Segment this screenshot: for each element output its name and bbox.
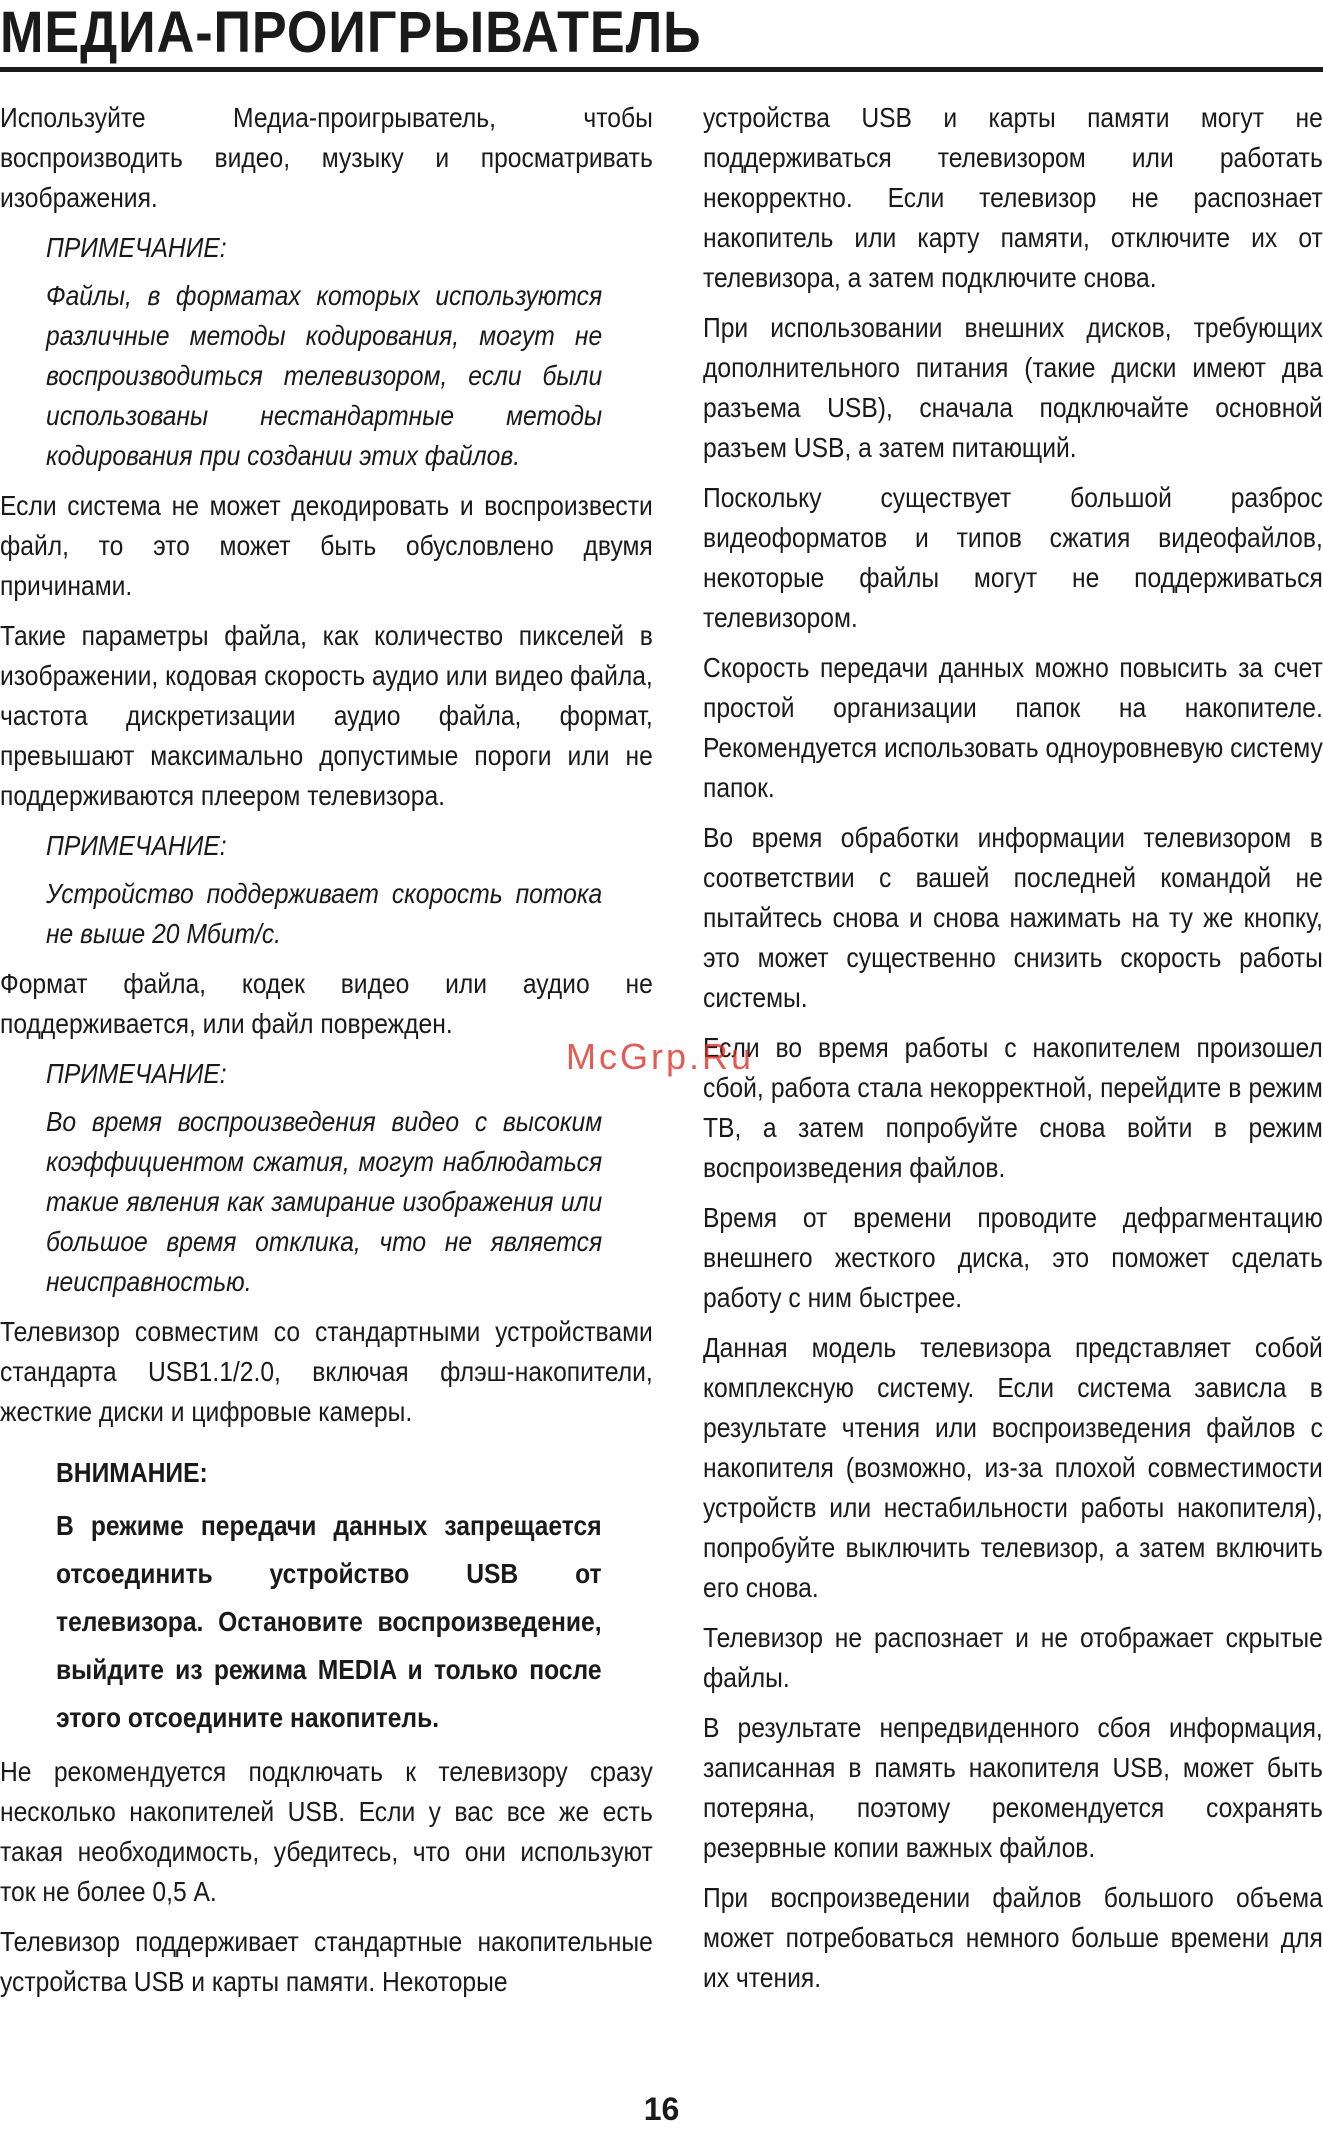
paragraph: Телевизор совместим со стандартными устройствами стандарта USB1.1/2.0, включая флэш-накопители, жесткие диски и цифровые камеры. [0,1316,653,1427]
page-number: 16 [643,2091,680,2127]
note-label: ПРИМЕЧАНИЕ: [46,830,227,861]
paragraph: Телевизор не распознает и не отображает скрытые файлы. [703,1622,1323,1693]
paragraph: устройства USB и карты памяти могут не поддерживаться телевизором или работать некорректно. Если телевизор не распознает накопитель или карту памяти, отключите их от телевизора, а затем подключите снова. [703,102,1323,293]
paragraph: Скорость передачи данных можно повысить за счет простой организации папок на накопителе. Рекомендуется использовать одноуровневую систему папок. [703,652,1323,803]
watermark-text: McGrp.Ru [566,1036,755,1077]
paragraph: Используйте Медиа-проигрыватель, чтобы воспроизводить видео, музыку и просматривать изображения. [0,102,653,213]
paragraph: Данная модель телевизора представляет собой комплексную систему. Если система зависла в результате чтения или воспроизведения файлов с накопителя (возможно, из-за плохой совместимости устройств или нестабильности работы накопителя), попробуйте выключить телевизор, а затем включить его снова. [703,1332,1323,1603]
paragraph: Поскольку существует большой разброс видеоформатов и типов сжатия видеофайлов, некоторые файлы могут не поддерживаться телевизором. [703,482,1323,633]
warning-text: В режиме передачи данных запрещается отсоединить устройство USB от телевизора. Остановите воспроизведение, выйдите из режима MEDIA и только после этого отсоедините накопитель. [56,1510,602,1733]
paragraph: Во время обработки информации телевизором в соответствии с вашей последней командой не пытайтесь снова и снова нажимать на ту же кнопку, это может существенно снизить скорость работы системы. [703,822,1323,1013]
paragraph: В результате непредвиденного сбоя информация, записанная в память накопителя USB, может быть потеряна, поэтому рекомендуется сохранять резервные копии важных файлов. [703,1712,1323,1863]
note-label: ПРИМЕЧАНИЕ: [46,232,227,263]
page-title: МЕДИА-ПРОИГРЫВАТЕЛЬ [0,0,702,65]
warning-title: ВНИМАНИЕ: [56,1457,208,1488]
paragraph: Если во время работы с накопителем произошел сбой, работа стала некорректной, перейдите в режим ТВ, а затем попробуйте снова войти в режим воспроизведения файлов. [703,1032,1323,1183]
paragraph: Если система не может декодировать и воспроизвести файл, то это может быть обусловлено двумя причинами. [0,490,653,601]
paragraph: При воспроизведении файлов большого объема может потребоваться немного больше времени для их чтения. [703,1882,1323,1993]
note-text: Файлы, в форматах которых используются различные методы кодирования, могут не воспроизводиться телевизором, если были использованы нестандартные методы кодирования при создании этих файлов. [46,280,603,471]
note-text: Во время воспроизведения видео с высоким коэффициентом сжатия, могут наблюдаться такие явления как замирание изображения или большое время отклика, что не является неисправностью. [46,1106,603,1297]
left-column [0,98,653,2012]
paragraph: При использовании внешних дисков, требующих дополнительного питания (такие диски имеют два разъема USB), сначала подключайте основной разъем USB, а затем питающий. [703,312,1323,463]
right-column [703,98,1323,2008]
paragraph: Время от времени проводите дефрагментацию внешнего жесткого диска, это поможет сделать работу с ним быстрее. [703,1202,1323,1313]
title-rule [0,67,1323,72]
note-label: ПРИМЕЧАНИЕ: [46,1058,227,1089]
paragraph: Телевизор поддерживает стандартные накопительные устройства USB и карты памяти. Некоторые [0,1926,653,1997]
warning-box [56,1450,602,1742]
note-text: Устройство поддерживает скорость потока не выше 20 Мбит/с. [46,878,603,949]
paragraph: Не рекомендуется подключать к телевизору сразу несколько накопителей USB. Если у вас все же есть такая необходимость, убедитесь, что они используют ток не более 0,5 А. [0,1756,653,1907]
paragraph: Такие параметры файла, как количество пикселей в изображении, кодовая скорость аудио или видео файла, частота дискретизации аудио файла, формат, превышают максимально допустимые пороги или не поддерживаются плеером телевизора. [0,620,653,811]
paragraph: Формат файла, кодек видео или аудио не поддерживается, или файл поврежден. [0,968,653,1039]
